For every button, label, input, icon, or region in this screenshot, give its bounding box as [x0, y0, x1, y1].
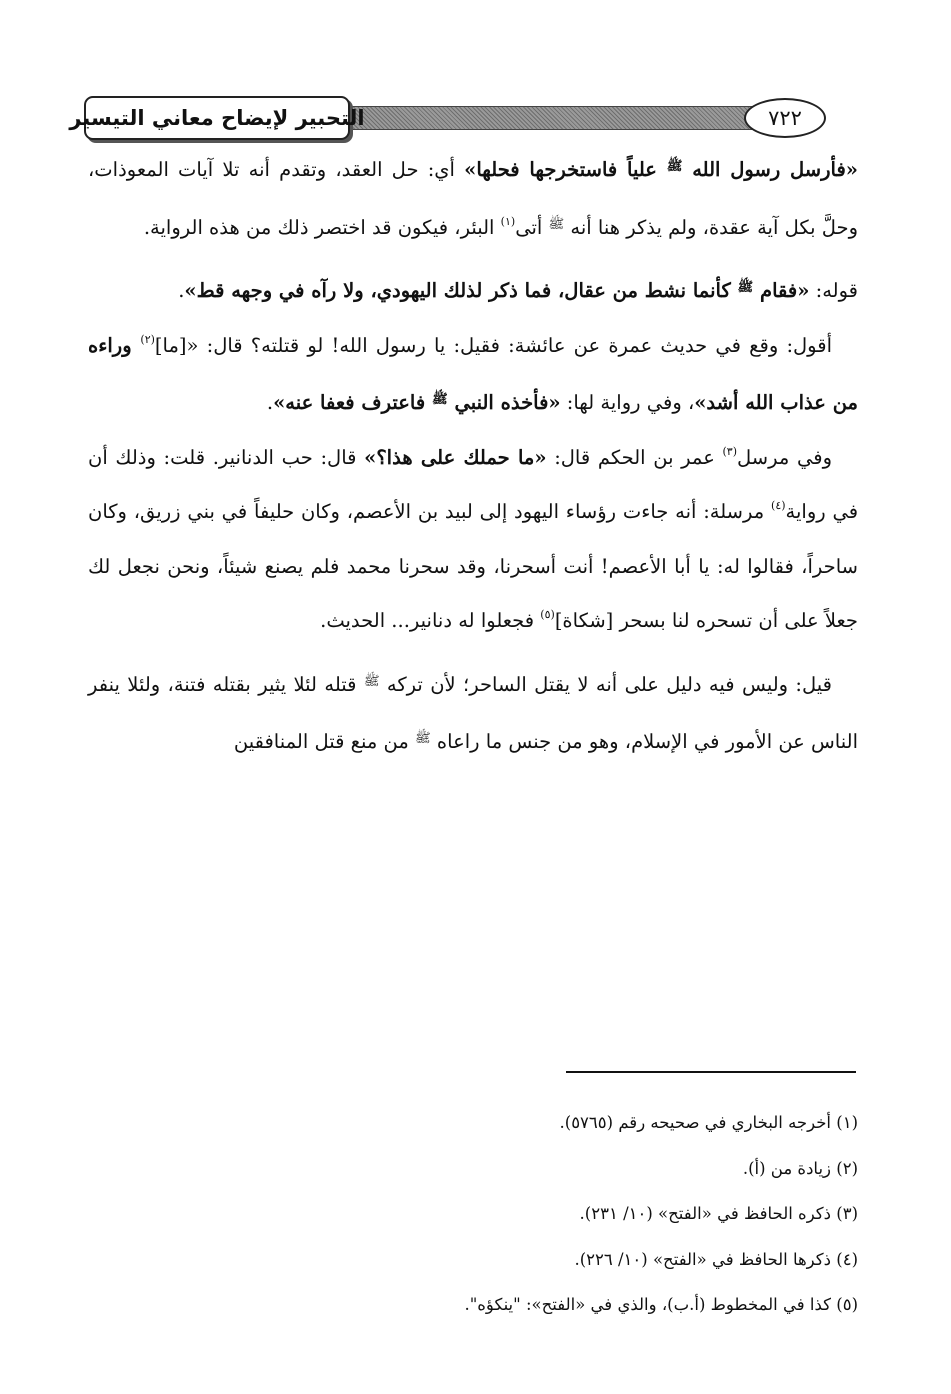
footnotes: [88, 1100, 858, 1328]
footnote-2: (٢) زيادة من (أ).: [742, 1158, 858, 1178]
footnote-4: (٤) ذكرها الحافظ في «الفتح» (١٠/ ٢٢٦).: [574, 1249, 858, 1269]
footnote-1: (١) أخرجه البخاري في صحيحه رقم (٥٧٦٥).: [559, 1113, 858, 1132]
header-ornament-bar: [324, 106, 804, 130]
text-run: عمر بن الحكم قال:: [546, 445, 723, 469]
salutation-glyph: ﷺ: [548, 216, 565, 232]
salutation-glyph: ﷺ: [415, 731, 431, 746]
paragraph-2: [88, 261, 858, 319]
text-run: مرسلة: أنه جاءت رؤساء اليهود إلى لبيد بن الأعصم، وكان حليفاً في بني زريق، وكان ساحراً، فقالوا له: يا أبا الأعصم! أنت أسحرنا، وقد سحرنا محمد فلم يصنع شيئاً، ونحن نجعل لك جعلاً على أن تسحره لنا بسحر [شكاة]: [88, 500, 858, 632]
text-run: فاعترف فعفا عنه»: [273, 391, 432, 414]
text-run: أي: حل العقد، وتقدم أنه تلا آيات المعوذات، وحلَّ بكل آية عقدة، ولم يذكر هنا أنه: [88, 158, 858, 239]
text-run: قيل: وليس فيه دليل على أنه لا يقتل الساحر؛ لأن تركه: [379, 672, 832, 696]
footnote-ref: (١): [500, 214, 516, 228]
footnote-separator: [566, 1071, 856, 1073]
text-run: فجعلوا له دنانير... الحديث.: [320, 609, 541, 632]
footnote-ref: (٢): [140, 332, 155, 346]
text-run: قتله لئلا يثير بقتله فتنة، ولئلا ينفر الناس عن الأمور في الإسلام، وهو من جنس ما راعاه: [88, 672, 858, 753]
page-number-oval: [744, 98, 826, 138]
footnote-ref: (٣): [722, 444, 738, 458]
book-title-box: [69, 96, 365, 140]
text-run: قوله:: [809, 279, 858, 302]
book-title: التحبير لإيضاح معاني التيسير: [69, 106, 365, 130]
text-run: قال: حب الدنانير. قلت: وذلك أن في رواية: [88, 445, 859, 523]
text-run: ، وفي رواية لها:: [560, 391, 695, 414]
page-number: ٧٢٢: [768, 106, 802, 130]
text-run: .: [266, 391, 274, 414]
text-run: من منع قتل المنافقين: [233, 730, 416, 753]
text-run: «ما حملك على هذا؟»: [364, 445, 547, 469]
main-text: [88, 140, 858, 770]
footnote-5: (٥) كذا في المخطوط (أ.ب)، والذي في «الفتح»: "ينكؤه".: [464, 1295, 858, 1314]
text-run: البئر، فيكون قد اختصر ذلك من هذه الرواية.: [143, 215, 501, 239]
text-run: «فأخذه النبي: [447, 391, 561, 414]
paragraph-1: [88, 140, 858, 255]
footnote-ref: (٥): [540, 608, 555, 621]
text-run: .: [178, 279, 185, 302]
text-run: وفي مرسل: [737, 445, 832, 469]
text-run: علياً فاستخرجها فحلها»: [464, 158, 667, 181]
text-run: أقول: وقع في حديث عمرة عن عائشة: فقيل: يا رسول الله! لو قتلته؟ قال: «[ما]: [154, 333, 832, 357]
paragraph-4: [88, 431, 858, 649]
footnote-3: (٣) ذكره الحافظ في «الفتح» (١٠/ ٢٣١).: [579, 1204, 858, 1223]
salutation-glyph: ﷺ: [737, 280, 754, 295]
salutation-glyph: ﷺ: [431, 392, 448, 407]
footnote-ref: (٤): [771, 499, 786, 512]
salutation-glyph: ﷺ: [666, 159, 683, 174]
text-run: كأنما نشط من عقال، فما ذكر لذلك اليهودي، ولا رآه في وجهه قط»: [184, 279, 738, 302]
paragraph-5: [88, 655, 858, 770]
paragraph-3: [88, 319, 858, 431]
text-run: وراءه من عذاب الله أشد»: [88, 333, 858, 414]
text-run: «فأرسل رسول الله: [682, 158, 858, 181]
text-run: «فقام: [753, 279, 810, 302]
salutation-glyph: ﷺ: [363, 673, 380, 689]
running-header: [69, 96, 854, 140]
text-run: أتى: [515, 215, 549, 239]
